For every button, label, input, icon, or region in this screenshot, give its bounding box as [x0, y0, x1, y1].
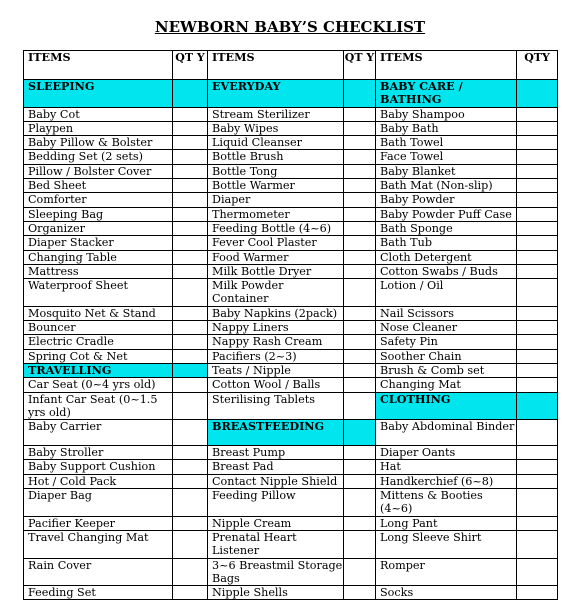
checklist-row — [24, 349, 558, 363]
item-cell: Sterilising Tablets — [208, 392, 344, 420]
item-cell: Food Warmer — [208, 250, 344, 264]
item-cell: Hat — [376, 460, 517, 474]
qty-cell[interactable] — [517, 321, 558, 335]
item-cell: Handkerchief (6~8) — [376, 474, 517, 488]
qty-cell[interactable] — [517, 264, 558, 278]
item-cell: Nipple Shells — [208, 586, 344, 600]
qty-cell[interactable] — [173, 420, 208, 446]
item-cell: Stream Sterilizer — [208, 107, 344, 121]
qty-cell[interactable] — [517, 530, 558, 558]
qty-cell[interactable] — [344, 250, 376, 264]
qty-cell[interactable] — [344, 378, 376, 392]
item-cell: Milk Bottle Dryer — [208, 264, 344, 278]
item-cell: Bottle Tong — [208, 164, 344, 178]
qty-cell[interactable] — [517, 335, 558, 349]
qty-cell[interactable] — [344, 335, 376, 349]
item-cell: Baby Cot — [24, 107, 173, 121]
item-cell: Baby Pillow & Bolster — [24, 136, 173, 150]
qty-cell[interactable] — [517, 446, 558, 460]
qty-cell[interactable] — [344, 121, 376, 135]
qty-cell[interactable] — [344, 586, 376, 600]
item-cell: Teats / Nipple — [208, 363, 344, 377]
qty-cell[interactable] — [344, 321, 376, 335]
section-heading: TRAVELLING — [24, 363, 173, 377]
qty-cell[interactable] — [344, 460, 376, 474]
item-cell: Long Pant — [376, 516, 517, 530]
item-cell: Pacifier Keeper — [24, 516, 173, 530]
qty-cell[interactable] — [517, 193, 558, 207]
qty-cell[interactable] — [344, 193, 376, 207]
qty-cell[interactable] — [173, 121, 208, 135]
qty-header: QTY — [517, 51, 558, 80]
checklist-row — [24, 250, 558, 264]
qty-cell[interactable] — [173, 221, 208, 235]
item-cell: Feeding Bottle (4~6) — [208, 221, 344, 235]
checklist-row — [24, 363, 558, 377]
qty-cell[interactable] — [517, 179, 558, 193]
checklist-row — [24, 279, 558, 307]
item-cell: Socks — [376, 586, 517, 600]
section-heading: BABY CARE / BATHING — [376, 80, 517, 108]
item-cell: Bath Mat (Non-slip) — [376, 179, 517, 193]
qty-cell[interactable] — [517, 136, 558, 150]
item-cell: Nappy Liners — [208, 321, 344, 335]
item-cell: Rain Cover — [24, 558, 173, 586]
item-cell: Baby Powder Puff Case — [376, 207, 517, 221]
qty-cell[interactable] — [173, 179, 208, 193]
qty-cell[interactable] — [173, 207, 208, 221]
item-cell: Bedding Set (2 sets) — [24, 150, 173, 164]
qty-cell[interactable] — [344, 150, 376, 164]
qty-header: QT Y — [344, 51, 376, 80]
qty-cell[interactable] — [173, 321, 208, 335]
qty-cell[interactable] — [344, 349, 376, 363]
section-heading: SLEEPING — [24, 80, 173, 108]
item-cell: Breast Pad — [208, 460, 344, 474]
item-cell: Playpen — [24, 121, 173, 135]
checklist-row — [24, 236, 558, 250]
qty-cell[interactable] — [344, 80, 376, 108]
qty-cell[interactable] — [173, 378, 208, 392]
qty-cell[interactable] — [173, 150, 208, 164]
item-cell: Diaper Stacker — [24, 236, 173, 250]
qty-cell[interactable] — [173, 349, 208, 363]
qty-cell[interactable] — [517, 349, 558, 363]
item-cell: Travel Changing Mat — [24, 530, 173, 558]
items-header: ITEMS — [376, 51, 517, 80]
item-cell: Fever Cool Plaster — [208, 236, 344, 250]
qty-cell[interactable] — [517, 474, 558, 488]
item-cell: Bottle Brush — [208, 150, 344, 164]
header-row — [24, 51, 558, 80]
item-cell: Baby Napkins (2pack) — [208, 306, 344, 320]
checklist-row — [24, 264, 558, 278]
qty-cell[interactable] — [173, 363, 208, 377]
qty-cell[interactable] — [173, 586, 208, 600]
qty-cell[interactable] — [344, 446, 376, 460]
qty-cell[interactable] — [344, 420, 376, 446]
item-cell: Bouncer — [24, 321, 173, 335]
qty-cell[interactable] — [517, 207, 558, 221]
qty-cell[interactable] — [344, 264, 376, 278]
item-cell: Baby Shampoo — [376, 107, 517, 121]
item-cell: Diaper Bag — [24, 489, 173, 517]
qty-cell[interactable] — [173, 250, 208, 264]
item-cell: Diaper — [208, 193, 344, 207]
qty-cell[interactable] — [173, 474, 208, 488]
checklist-row — [24, 392, 558, 420]
qty-cell[interactable] — [173, 279, 208, 307]
qty-cell[interactable] — [173, 516, 208, 530]
item-cell: Contact Nipple Shield — [208, 474, 344, 488]
qty-header: QT Y — [173, 51, 208, 80]
qty-cell[interactable] — [173, 236, 208, 250]
item-cell: Baby Powder — [376, 193, 517, 207]
checklist-row — [24, 489, 558, 517]
items-header: ITEMS — [208, 51, 344, 80]
checklist-table — [23, 50, 558, 600]
item-cell: Feeding Pillow — [208, 489, 344, 517]
item-cell: Waterproof Sheet — [24, 279, 173, 307]
item-cell: Pacifiers (2~3) — [208, 349, 344, 363]
item-cell: Pillow / Bolster Cover — [24, 164, 173, 178]
item-cell: Bottle Warmer — [208, 179, 344, 193]
item-cell: Long Sleeve Shirt — [376, 530, 517, 558]
qty-cell[interactable] — [517, 460, 558, 474]
qty-cell[interactable] — [517, 221, 558, 235]
item-cell: Nappy Rash Cream — [208, 335, 344, 349]
checklist-row — [24, 221, 558, 235]
qty-cell[interactable] — [173, 392, 208, 420]
item-cell: Lotion / Oil — [376, 279, 517, 307]
item-cell: Nipple Cream — [208, 516, 344, 530]
qty-cell[interactable] — [173, 460, 208, 474]
item-cell: Romper — [376, 558, 517, 586]
checklist-row — [24, 446, 558, 460]
qty-cell[interactable] — [173, 558, 208, 586]
qty-cell[interactable] — [344, 489, 376, 517]
checklist-row — [24, 136, 558, 150]
checklist-body — [24, 51, 558, 600]
section-heading: EVERYDAY — [208, 80, 344, 108]
item-cell: Baby Carrier — [24, 420, 173, 446]
item-cell: Bed Sheet — [24, 179, 173, 193]
qty-cell[interactable] — [517, 279, 558, 307]
item-cell: 3~6 Breastmil Storage Bags — [208, 558, 344, 586]
qty-cell[interactable] — [517, 378, 558, 392]
item-cell: Feeding Set — [24, 586, 173, 600]
section-heading: BREASTFEEDING — [208, 420, 344, 446]
qty-cell[interactable] — [173, 530, 208, 558]
checklist-row — [24, 121, 558, 135]
qty-cell[interactable] — [517, 121, 558, 135]
qty-cell[interactable] — [344, 236, 376, 250]
qty-cell[interactable] — [344, 530, 376, 558]
qty-cell[interactable] — [517, 558, 558, 586]
item-cell: Changing Table — [24, 250, 173, 264]
qty-cell[interactable] — [344, 164, 376, 178]
checklist-row — [24, 80, 558, 108]
qty-cell[interactable] — [517, 236, 558, 250]
checklist-row — [24, 378, 558, 392]
qty-cell[interactable] — [344, 392, 376, 420]
item-cell: Face Towel — [376, 150, 517, 164]
section-heading: CLOTHING — [376, 392, 517, 420]
qty-cell[interactable] — [344, 207, 376, 221]
item-cell: Infant Car Seat (0~1.5 yrs old) — [24, 392, 173, 420]
qty-cell[interactable] — [173, 264, 208, 278]
item-cell: Organizer — [24, 221, 173, 235]
checklist-row — [24, 474, 558, 488]
qty-cell[interactable] — [344, 179, 376, 193]
qty-cell[interactable] — [517, 150, 558, 164]
item-cell: Spring Cot & Net — [24, 349, 173, 363]
qty-cell[interactable] — [344, 306, 376, 320]
checklist-row — [24, 107, 558, 121]
qty-cell[interactable] — [517, 489, 558, 517]
item-cell: Baby Blanket — [376, 164, 517, 178]
item-cell: Baby Stroller — [24, 446, 173, 460]
qty-cell[interactable] — [173, 164, 208, 178]
qty-cell[interactable] — [344, 363, 376, 377]
checklist-row — [24, 306, 558, 320]
item-cell: Changing Mat — [376, 378, 517, 392]
qty-cell[interactable] — [173, 489, 208, 517]
page-title: NEWBORN BABY’S CHECKLIST — [154, 18, 426, 36]
item-cell: Cotton Swabs / Buds — [376, 264, 517, 278]
qty-cell[interactable] — [517, 420, 558, 446]
item-cell: Thermometer — [208, 207, 344, 221]
item-cell: Bath Tub — [376, 236, 517, 250]
qty-cell[interactable] — [517, 586, 558, 600]
item-cell: Car Seat (0~4 yrs old) — [24, 378, 173, 392]
item-cell: Cotton Wool / Balls — [208, 378, 344, 392]
qty-cell[interactable] — [517, 306, 558, 320]
item-cell: Nose Cleaner — [376, 321, 517, 335]
qty-cell[interactable] — [173, 306, 208, 320]
item-cell: Baby Abdominal Binder — [376, 420, 517, 446]
item-cell: Baby Support Cushion — [24, 460, 173, 474]
qty-cell[interactable] — [517, 392, 558, 420]
items-header: ITEMS — [24, 51, 173, 80]
item-cell: Baby Wipes — [208, 121, 344, 135]
qty-cell[interactable] — [344, 107, 376, 121]
qty-cell[interactable] — [517, 107, 558, 121]
item-cell: Diaper Oants — [376, 446, 517, 460]
checklist-row — [24, 516, 558, 530]
qty-cell[interactable] — [517, 516, 558, 530]
item-cell: Mittens & Booties (4~6) — [376, 489, 517, 517]
item-cell: Bath Sponge — [376, 221, 517, 235]
qty-cell[interactable] — [173, 136, 208, 150]
item-cell: Electric Cradle — [24, 335, 173, 349]
item-cell: Hot / Cold Pack — [24, 474, 173, 488]
qty-cell[interactable] — [173, 107, 208, 121]
checklist-row — [24, 420, 558, 446]
item-cell: Nail Scissors — [376, 306, 517, 320]
checklist-row — [24, 558, 558, 586]
qty-cell[interactable] — [173, 446, 208, 460]
qty-cell[interactable] — [517, 164, 558, 178]
item-cell: Soother Chain — [376, 349, 517, 363]
item-cell: Sleeping Bag — [24, 207, 173, 221]
qty-cell[interactable] — [173, 193, 208, 207]
checklist-row — [24, 321, 558, 335]
qty-cell[interactable] — [517, 250, 558, 264]
item-cell: Brush & Comb set — [376, 363, 517, 377]
item-cell: Mosquito Net & Stand — [24, 306, 173, 320]
checklist-row — [24, 586, 558, 600]
qty-cell[interactable] — [517, 363, 558, 377]
item-cell: Cloth Detergent — [376, 250, 517, 264]
item-cell: Liquid Cleanser — [208, 136, 344, 150]
item-cell: Breast Pump — [208, 446, 344, 460]
item-cell: Prenatal Heart Listener — [208, 530, 344, 558]
checklist-row — [24, 207, 558, 221]
qty-cell[interactable] — [517, 80, 558, 108]
checklist-row — [24, 193, 558, 207]
checklist-row — [24, 179, 558, 193]
checklist-row — [24, 150, 558, 164]
item-cell: Safety Pin — [376, 335, 517, 349]
checklist-row — [24, 335, 558, 349]
qty-cell[interactable] — [344, 279, 376, 307]
checklist-row — [24, 164, 558, 178]
qty-cell[interactable] — [344, 516, 376, 530]
qty-cell[interactable] — [173, 335, 208, 349]
qty-cell[interactable] — [173, 80, 208, 108]
checklist-row — [24, 460, 558, 474]
item-cell: Baby Bath — [376, 121, 517, 135]
qty-cell[interactable] — [344, 136, 376, 150]
item-cell: Comforter — [24, 193, 173, 207]
item-cell: Bath Towel — [376, 136, 517, 150]
item-cell: Milk Powder Container — [208, 279, 344, 307]
qty-cell[interactable] — [344, 221, 376, 235]
qty-cell[interactable] — [344, 474, 376, 488]
checklist-row — [24, 530, 558, 558]
item-cell: Mattress — [24, 264, 173, 278]
qty-cell[interactable] — [344, 558, 376, 586]
